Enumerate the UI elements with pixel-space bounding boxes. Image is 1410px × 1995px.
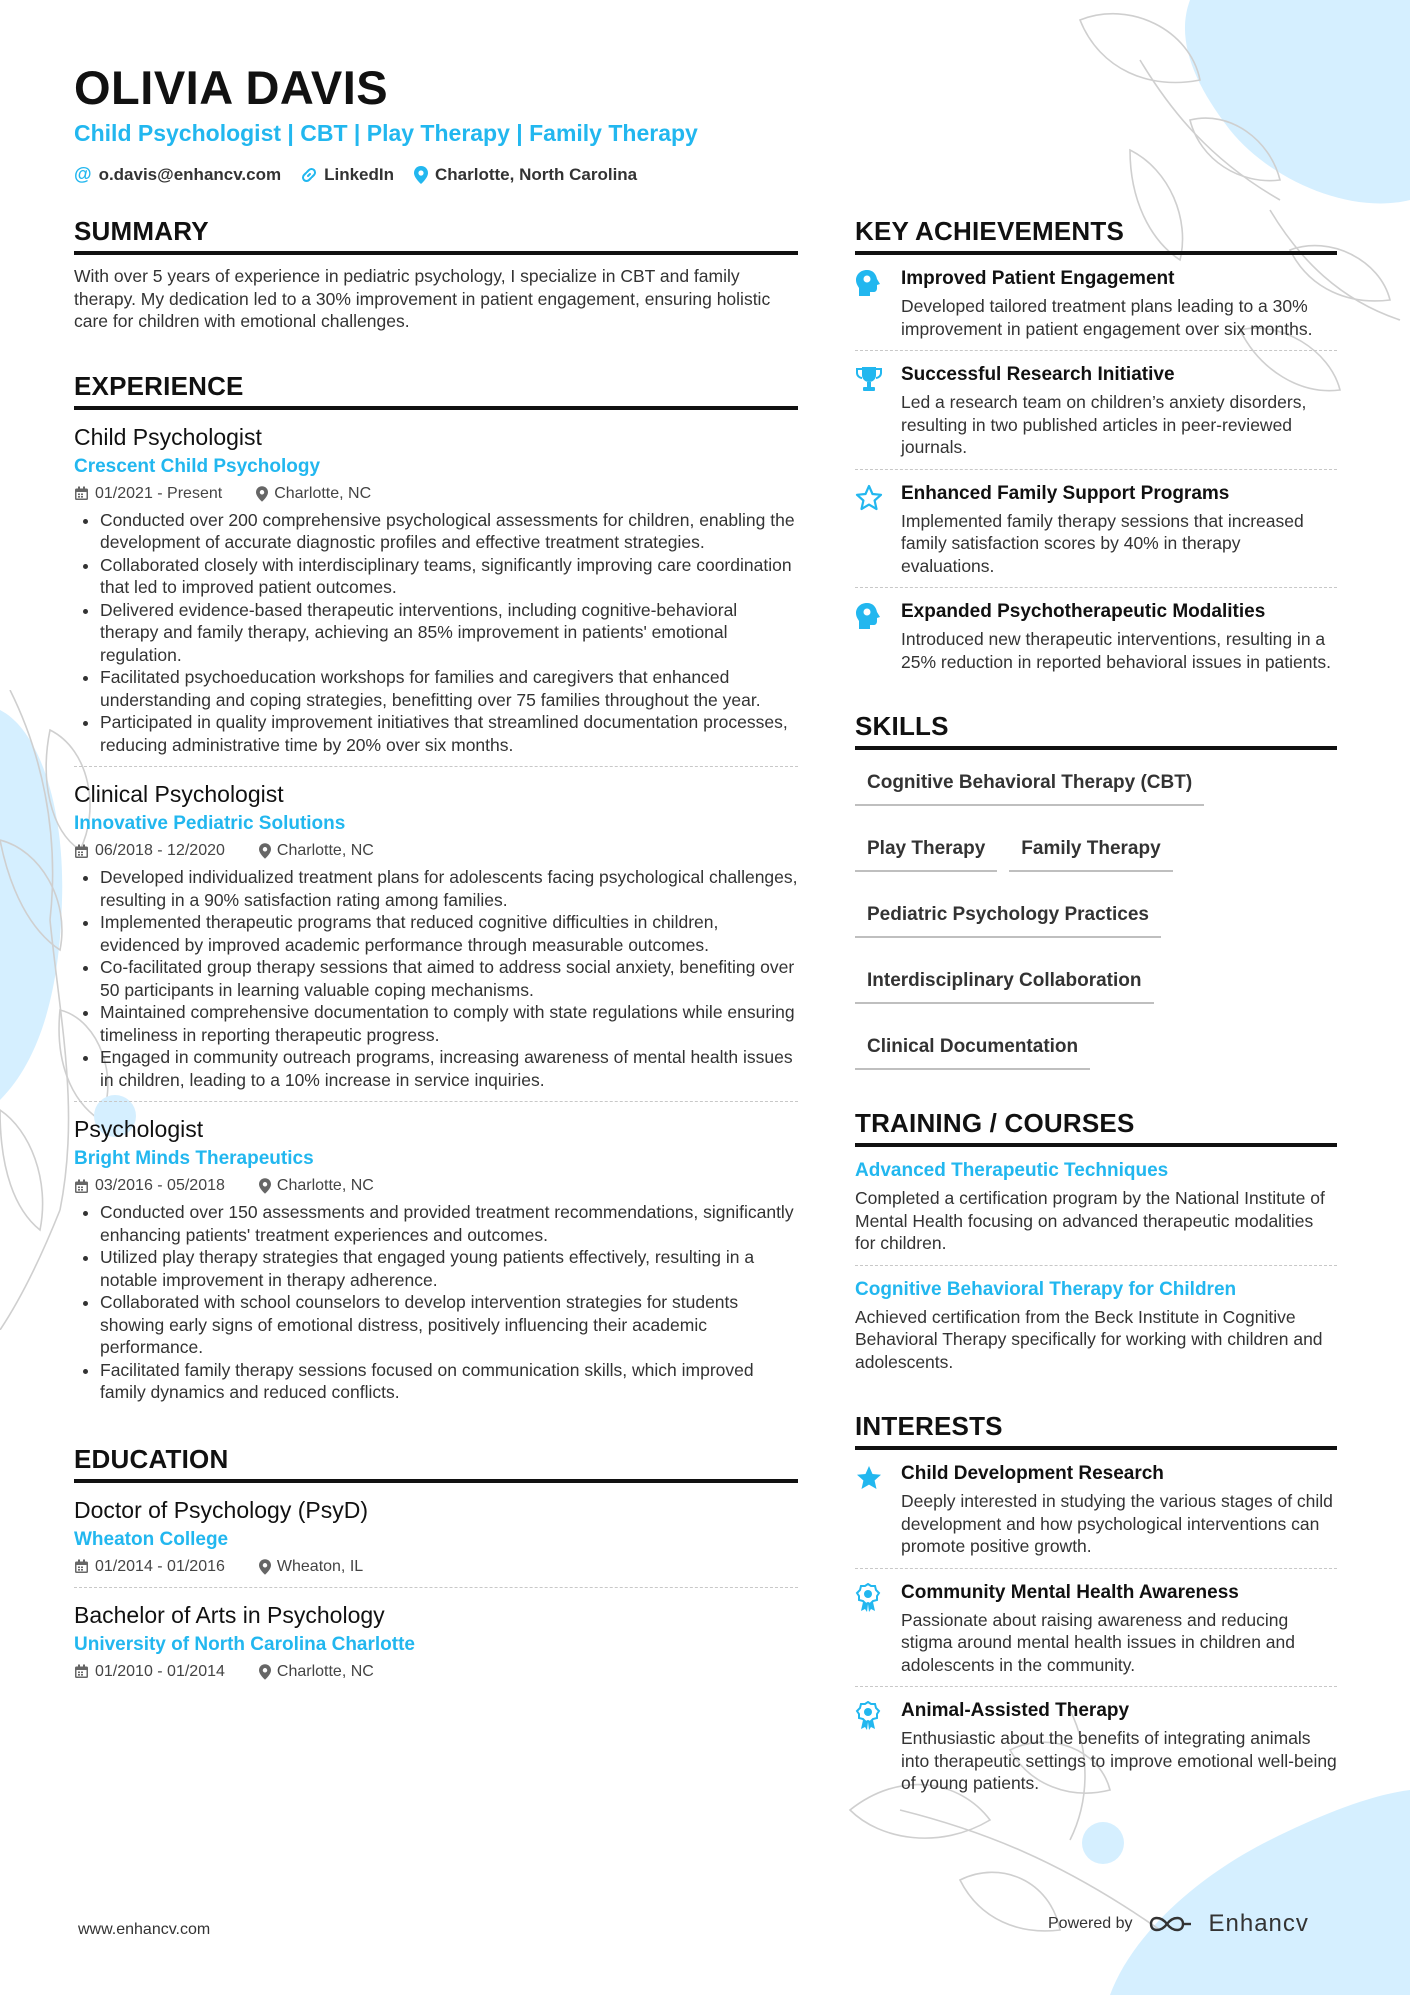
- job-bullet: • Maintained comprehensive documentation to comply with state regulations while ensuring timeliness in reporting therapeutic progress.: [100, 1001, 798, 1046]
- education-dates: 01/2010 - 01/2014: [95, 1662, 225, 1680]
- divider: [855, 1568, 1337, 1569]
- powered-by-text: Powered by: [1048, 1915, 1133, 1932]
- calendar-icon: [74, 486, 89, 501]
- job-bullet: • Developed individualized treatment plans for adolescents facing psychological challenges, resulting in a 90% satisfaction rating among families.: [100, 866, 798, 911]
- contact-email-text: o.davis@enhancv.com: [98, 164, 282, 184]
- achievements-title: KEY ACHIEVEMENTS: [855, 216, 1337, 255]
- contact-linkedin-text: LinkedIn: [324, 164, 395, 184]
- achievement-desc: Introduced new therapeutic interventions, resulting in a 25% reduction in reported behavioral issues in patients.: [901, 629, 1331, 672]
- skills-list: [855, 764, 1337, 1070]
- job-title: Child Psychologist: [74, 423, 262, 450]
- job-bullets: [74, 866, 798, 1091]
- contact-row: [74, 164, 637, 185]
- divider: [855, 469, 1337, 470]
- skills-section: [855, 711, 1337, 1070]
- job-bullet: • Implemented therapeutic programs that reduced cognitive difficulties in children, evidenced by improved academic performance through measurable outcomes.: [100, 911, 798, 956]
- degree: Doctor of Psychology (PsyD): [74, 1496, 368, 1523]
- skill-tag: Family Therapy: [1009, 830, 1172, 872]
- contact-location-text: Charlotte, North Carolina: [435, 164, 638, 184]
- achievement-title: Successful Research Initiative: [901, 364, 1175, 385]
- head-icon: [855, 602, 881, 630]
- company-name: Crescent Child Psychology: [74, 455, 321, 477]
- divider: [855, 350, 1337, 351]
- job-title: Psychologist: [74, 1116, 204, 1142]
- skill-tag: Cognitive Behavioral Therapy (CBT): [855, 764, 1204, 806]
- contact-linkedin[interactable]: [301, 165, 394, 185]
- location-pin-icon: [414, 166, 428, 184]
- divider: [74, 1587, 798, 1588]
- education-meta: [74, 1557, 798, 1577]
- education-location: Charlotte, NC: [276, 1662, 374, 1680]
- candidate-name: OLIVIA DAVIS: [74, 61, 389, 114]
- interest-desc: Enthusiastic about the benefits of integrating animals into therapeutic settings to improve emotional well-being of young patients.: [901, 1728, 1337, 1793]
- job-entry: [74, 779, 798, 1102]
- job-bullet: • Collaborated closely with interdisciplinary teams, significantly improving care coordination that led to improved patient outcomes.: [100, 554, 798, 599]
- company-name: Bright Minds Therapeutics: [74, 1148, 314, 1169]
- achievements-section: [855, 216, 1337, 673]
- divider: [74, 1101, 798, 1102]
- job-bullet: • Participated in quality improvement initiatives that streamlined documentation processes, reducing administrative time by 20% over six months.: [100, 711, 798, 756]
- at-icon: @: [74, 164, 92, 184]
- interests-section: [855, 1411, 1337, 1795]
- achievement-desc: Developed tailored treatment plans leading to a 30% improvement in patient engagement over six months.: [901, 296, 1313, 339]
- education-section: [74, 1444, 798, 1682]
- experience-title: EXPERIENCE: [74, 371, 798, 410]
- course-title: Cognitive Behavioral Therapy for Children: [855, 1278, 1237, 1300]
- star-outline-icon: [855, 484, 883, 512]
- calendar-icon: [74, 1559, 89, 1574]
- achievement-title: Improved Patient Engagement: [901, 268, 1175, 289]
- achievement-item: [855, 600, 1337, 673]
- skill-tag: Interdisciplinary Collaboration: [855, 962, 1154, 1004]
- right-column: [855, 216, 1337, 1795]
- achievement-title: Expanded Psychotherapeutic Modalities: [901, 601, 1266, 622]
- job-title: Clinical Psychologist: [74, 781, 284, 807]
- interest-title: Child Development Research: [901, 1463, 1164, 1484]
- education-location: Wheaton, IL: [276, 1557, 364, 1575]
- interest-title: Community Mental Health Awareness: [901, 1581, 1239, 1603]
- company-name: Innovative Pediatric Solutions: [74, 813, 346, 834]
- education-meta: [74, 1662, 798, 1682]
- star-filled-icon: [855, 1464, 883, 1492]
- interest-desc: Deeply interested in studying the various stages of child development and how psychological interventions can promote positive growth.: [901, 1491, 1333, 1556]
- achievement-desc: Implemented family therapy sessions that increased family satisfaction scores by 40% in therapy evaluations.: [901, 510, 1304, 576]
- job-dates: 03/2016 - 05/2018: [95, 1177, 225, 1194]
- summary-title: SUMMARY: [74, 216, 798, 255]
- job-entry: [74, 1114, 798, 1404]
- job-bullets: [74, 509, 798, 757]
- skill-tag: Clinical Documentation: [855, 1028, 1090, 1070]
- divider: [855, 1686, 1337, 1687]
- divider: [855, 587, 1337, 588]
- school-name: University of North Carolina Charlotte: [74, 1633, 415, 1655]
- location-pin-icon: [259, 843, 271, 859]
- calendar-icon: [74, 1664, 89, 1679]
- achievement-item: [855, 267, 1337, 340]
- skill-tag: Pediatric Psychology Practices: [855, 896, 1161, 938]
- trophy-icon: [855, 365, 883, 393]
- course-desc: Achieved certification from the Beck Institute in Cognitive Behavioral Therapy specifically for working with children and adolescents.: [855, 1306, 1323, 1372]
- summary-section: [74, 216, 798, 333]
- contact-location: [414, 165, 637, 185]
- job-location: Charlotte, NC: [276, 842, 374, 859]
- training-section: [855, 1108, 1337, 1373]
- footer-branding: [1048, 1910, 1309, 1938]
- job-entry: [74, 422, 798, 768]
- job-bullet: • Facilitated family therapy sessions focused on communication skills, which improved family dynamics and reduced conflicts.: [100, 1359, 798, 1404]
- education-entry: [74, 1600, 798, 1682]
- job-bullets: [74, 1201, 798, 1404]
- education-dates: 01/2014 - 01/2016: [95, 1557, 225, 1575]
- training-title: TRAINING / COURSES: [855, 1108, 1337, 1147]
- job-bullet: • Conducted over 150 assessments and provided treatment recommendations, significantly enhancing patients' treatment experiences and outcomes.: [100, 1201, 798, 1246]
- interest-item: [855, 1462, 1337, 1558]
- link-icon: [301, 167, 317, 183]
- education-entry: [74, 1495, 798, 1588]
- job-bullet: • Conducted over 200 comprehensive psychological assessments for children, enabling the development of accurate diagnostic profiles and effective treatment strategies.: [100, 509, 798, 554]
- achievement-desc: Led a research team on children’s anxiety disorders, resulting in two published articles in peer-reviewed journals.: [901, 392, 1307, 457]
- enhancv-logo-icon: [1147, 1911, 1195, 1937]
- degree: Bachelor of Arts in Psychology: [74, 1601, 385, 1628]
- interest-item: [855, 1581, 1337, 1677]
- skills-title: SKILLS: [855, 711, 1337, 750]
- interest-title: Animal-Assisted Therapy: [901, 1700, 1130, 1721]
- award-ribbon-icon: [855, 1701, 881, 1731]
- job-dates: 06/2018 - 12/2020: [95, 842, 225, 859]
- achievement-title: Enhanced Family Support Programs: [901, 482, 1230, 504]
- job-meta: [74, 841, 798, 861]
- interests-title: INTERESTS: [855, 1411, 1337, 1450]
- location-pin-icon: [259, 1559, 271, 1575]
- achievement-item: [855, 482, 1337, 578]
- interest-desc: Passionate about raising awareness and reducing stigma around mental health issues in children and adolescents in the community.: [901, 1609, 1295, 1675]
- calendar-icon: [74, 844, 89, 859]
- location-pin-icon: [259, 1664, 271, 1680]
- location-pin-icon: [259, 1178, 271, 1194]
- job-bullet: • Delivered evidence-based therapeutic interventions, including cognitive-behavioral therapy and family therapy, achieving an 85% improvement in patients' emotional regulation.: [100, 599, 798, 667]
- divider: [74, 766, 798, 767]
- job-bullet: • Collaborated with school counselors to develop intervention strategies for students showing early signs of emotional distress, positively influencing their academic performance.: [100, 1291, 798, 1359]
- job-bullet: • Engaged in community outreach programs, increasing awareness of mental health issues in children, leading to a 10% increase in service inquiries.: [100, 1046, 798, 1091]
- summary-text: With over 5 years of experience in pediatric psychology, I specialize in CBT and family therapy. My dedication led to a 30% improvement in patient engagement, ensuring holistic care for children with emotional challenges.: [74, 266, 771, 331]
- job-meta: [74, 484, 798, 504]
- calendar-icon: [74, 1179, 89, 1194]
- job-location: Charlotte, NC: [274, 484, 372, 502]
- brand-name: Enhancv: [1208, 1910, 1309, 1937]
- contact-email[interactable]: [74, 164, 281, 185]
- interest-item: [855, 1699, 1337, 1795]
- experience-section: [74, 371, 798, 1404]
- course-item: [855, 1159, 1337, 1255]
- school-name: Wheaton College: [74, 1528, 229, 1550]
- course-title: Advanced Therapeutic Techniques: [855, 1160, 1169, 1181]
- headline: Child Psychologist | CBT | Play Therapy | Family Therapy: [74, 120, 698, 146]
- award-ribbon-icon: [855, 1583, 881, 1613]
- job-location: Charlotte, NC: [276, 1177, 374, 1194]
- achievement-item: [855, 363, 1337, 459]
- job-meta: [74, 1176, 798, 1196]
- divider: [855, 1265, 1337, 1266]
- job-bullet: • Co-facilitated group therapy sessions that aimed to address social anxiety, benefiting over 50 participants in learning valuable coping mechanisms.: [100, 956, 798, 1001]
- course-desc: Completed a certification program by the National Institute of Mental Health focusing on advanced therapeutic modalities for children.: [855, 1188, 1325, 1253]
- course-item: [855, 1278, 1337, 1374]
- head-icon: [855, 269, 881, 297]
- left-column: [74, 216, 798, 1682]
- skill-tag: Play Therapy: [855, 830, 997, 872]
- footer-website[interactable]: www.enhancv.com: [78, 1921, 211, 1938]
- job-bullet: • Utilized play therapy strategies that engaged young patients effectively, resulting in a notable improvement in therapy adherence.: [100, 1246, 798, 1291]
- location-pin-icon: [256, 486, 268, 502]
- job-dates: 01/2021 - Present: [95, 484, 223, 502]
- education-title: EDUCATION: [74, 1444, 798, 1483]
- job-bullet: • Facilitated psychoeducation workshops for families and caregivers that enhanced understanding and coping strategies, benefitting over 75 families throughout the year.: [100, 666, 798, 711]
